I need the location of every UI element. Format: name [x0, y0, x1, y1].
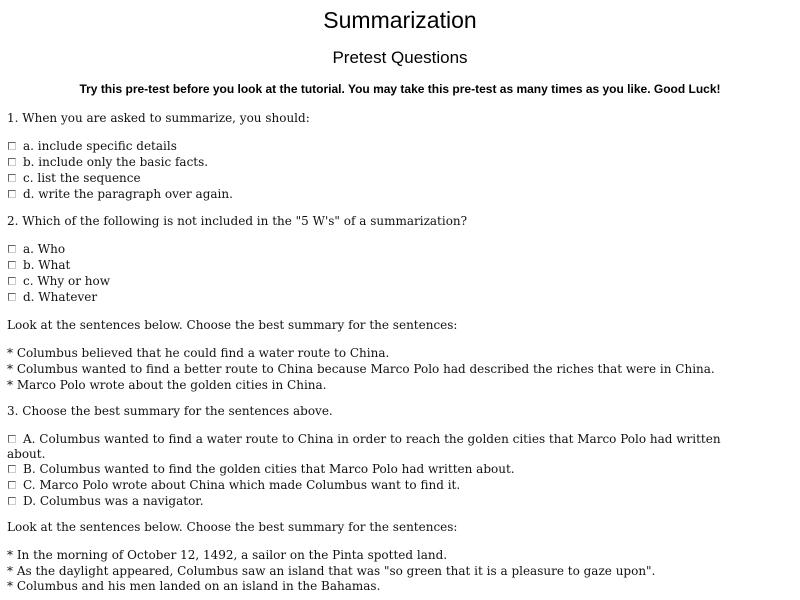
option-label: b. What [23, 258, 71, 272]
question-3-option-d[interactable] [8, 493, 788, 509]
question-1-option-c[interactable] [8, 170, 788, 186]
sentence-2-2: * As the daylight appeared, Columbus saw an island that was "so green that it is a pleasure to gaze upon". [7, 564, 656, 578]
question-3-option-a-wrap: about. [7, 447, 46, 461]
option-label: c. list the sequence [23, 171, 141, 185]
question-3-checkbox-d[interactable] [8, 497, 16, 505]
question-2-prompt: 2. Which of the following is not included in the "5 W's" of a summarization? [7, 214, 468, 228]
page-subtitle: Pretest Questions [332, 48, 468, 67]
question-1-checkbox-b[interactable] [8, 158, 16, 166]
sentence-1-1: * Columbus believed that he could find a water route to China. [7, 346, 390, 360]
option-label: A. Columbus wanted to find a water route to China in order to reach the golden cities that Marco Polo had written [23, 432, 721, 446]
sentence-2-3: * Columbus and his men landed on an island in the Bahamas. [7, 579, 381, 593]
option-label: C. Marco Polo wrote about China which made Columbus want to find it. [23, 478, 461, 492]
option-label: B. Columbus wanted to find the golden cities that Marco Polo had written about. [23, 462, 515, 476]
question-2-option-d[interactable] [8, 289, 788, 305]
question-1-option-b[interactable] [8, 154, 788, 170]
question-2-option-c[interactable] [8, 273, 788, 289]
option-label: a. Who [23, 242, 66, 256]
sentence-2-1: * In the morning of October 12, 1492, a sailor on the Pinta spotted land. [7, 548, 448, 562]
option-label: D. Columbus was a navigator. [23, 494, 204, 508]
question-3-checkbox-b[interactable] [8, 465, 16, 473]
question-2-checkbox-b[interactable] [8, 261, 16, 269]
question-1-checkbox-c[interactable] [8, 174, 16, 182]
question-1-option-d[interactable] [8, 186, 788, 202]
question-1-checkbox-a[interactable] [8, 142, 16, 150]
option-label: a. include specific details [23, 139, 177, 153]
sentences-intro-1: Look at the sentences below. Choose the best summary for the sentences: [7, 318, 458, 332]
question-1-option-a[interactable] [8, 138, 788, 154]
page-title: Summarization [323, 7, 477, 33]
question-2-option-b[interactable] [8, 257, 788, 273]
option-label: d. Whatever [23, 290, 98, 304]
question-2-option-a[interactable] [8, 241, 788, 257]
sentences-intro-2: Look at the sentences below. Choose the best summary for the sentences: [7, 520, 458, 534]
question-3-prompt: 3. Choose the best summary for the sentences above. [7, 404, 333, 418]
question-2-checkbox-c[interactable] [8, 277, 16, 285]
option-label: c. Why or how [23, 274, 111, 288]
question-1-prompt: 1. When you are asked to summarize, you should: [7, 111, 310, 125]
sentence-1-2: * Columbus wanted to find a better route to China because Marco Polo had described the riches that were in China. [7, 362, 715, 376]
question-1-checkbox-d[interactable] [8, 190, 16, 198]
option-label: d. write the paragraph over again. [23, 187, 233, 201]
question-2-checkbox-a[interactable] [8, 245, 16, 253]
question-3-checkbox-a[interactable] [8, 435, 16, 443]
instructions: Try this pre-test before you look at the tutorial. You may take this pre-test as many times as you like. Good Luck! [79, 82, 721, 96]
question-3-option-b[interactable] [8, 461, 788, 477]
question-3-checkbox-c[interactable] [8, 481, 16, 489]
sentence-1-3: * Marco Polo wrote about the golden cities in China. [7, 378, 327, 392]
option-label: b. include only the basic facts. [23, 155, 209, 169]
question-3-option-c[interactable] [8, 477, 788, 493]
question-2-checkbox-d[interactable] [8, 293, 16, 301]
question-3-option-a[interactable] [8, 431, 788, 447]
